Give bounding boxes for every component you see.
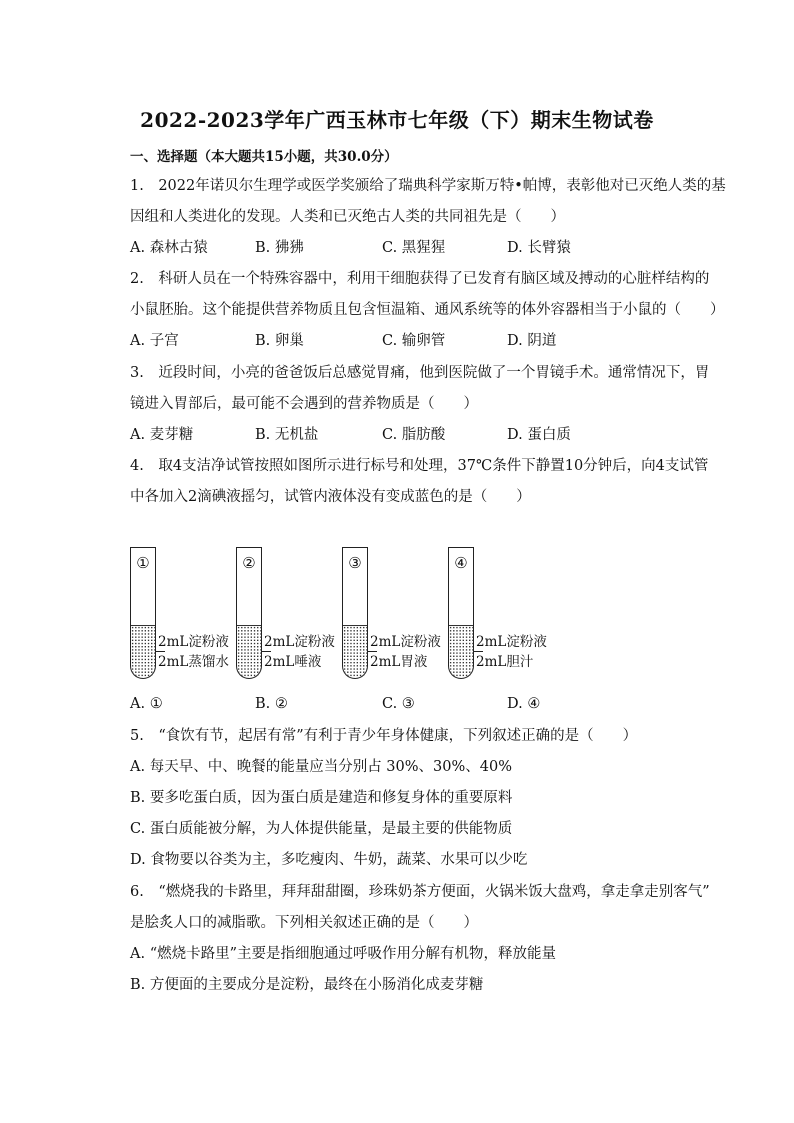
tube-liquid	[449, 626, 473, 678]
q5-option-c: C. 蛋白质能被分解，为人体提供能量，是最主要的供能物质	[130, 821, 513, 837]
q4-option-c: C. ③	[382, 696, 415, 712]
q1-option-b: B. 狒狒	[255, 240, 304, 256]
q2-option-c: C. 输卵管	[382, 333, 446, 349]
q6-line-1: 6. “燃烧我的卡路里，拜拜甜甜圈，珍珠奶茶方便面，火锅米饭大盘鸡，拿走拿走别客气”	[130, 884, 710, 900]
page-title: 2022-2023学年广西玉林市七年级（下）期末生物试卷	[140, 108, 654, 132]
q4-line-2: 中各加入2滴碘液摇匀，试管内液体没有变成蓝色的是（ ）	[130, 489, 531, 505]
tube-label-bottom: 2mL胃液	[370, 654, 428, 670]
tube-label-bottom: 2mL胆汁	[476, 654, 534, 670]
q2-line-2: 小鼠胚胎。这个能提供营养物质且包含恒温箱、通风系统等的体外容器相当于小鼠的（ ）	[130, 302, 725, 318]
q5-option-a: A. 每天早、中、晚餐的能量应当分别占 30%、30%、40%	[130, 759, 512, 775]
tube-label-top: 2mL淀粉液	[476, 634, 547, 650]
q3-line-1: 3. 近段时间，小亮的爸爸饭后总感觉胃痛，他到医院做了一个胃镜手术。通常情况下，胃	[130, 365, 710, 381]
q3-option-a: A. 麦芽糖	[130, 427, 194, 443]
tube-liquid	[131, 626, 155, 678]
q3-option-c: C. 脂肪酸	[382, 427, 446, 443]
q2-options	[130, 331, 690, 351]
q1-option-c: C. 黑猩猩	[382, 240, 446, 256]
tube-label-top: 2mL淀粉液	[264, 634, 335, 650]
q3-line-2: 镜进入胃部后，最可能不会遇到的营养物质是（ ）	[130, 396, 478, 412]
q1-line-1: 1. 2022年诺贝尔生理学或医学奖颁给了瑞典科学家斯万特•帕博，表彰他对已灭绝人类的基	[130, 178, 726, 194]
test-tube-4	[448, 547, 588, 687]
q4-option-d: D. ④	[507, 696, 541, 712]
q2-option-b: B. 卵巢	[255, 333, 304, 349]
q2-option-d: D. 阴道	[507, 333, 557, 349]
tube-number: ②	[242, 554, 256, 572]
q4-option-b: B. ②	[255, 696, 288, 712]
q3-option-d: D. 蛋白质	[507, 427, 571, 443]
q6-option-a: A. “燃烧卡路里”主要是指细胞通过呼吸作用分解有机物，释放能量	[130, 946, 557, 962]
tube-label-bottom: 2mL唾液	[264, 654, 322, 670]
tube-number: ③	[348, 554, 362, 572]
tube-number: ④	[454, 554, 468, 572]
q2-option-a: A. 子宫	[130, 333, 179, 349]
tube-label-top: 2mL淀粉液	[158, 634, 229, 650]
q6-line-2: 是脍炙人口的减脂歌。下列相关叙述正确的是（ ）	[130, 915, 478, 931]
tube-label-top: 2mL淀粉液	[370, 634, 441, 650]
q4-line-1: 4. 取4支洁净试管按照如图所示进行标号和处理，37℃条件下静置10分钟后，向4支试管	[130, 458, 709, 474]
tube-liquid	[343, 626, 367, 678]
q5-option-d: D. 食物要以谷类为主，多吃瘦肉、牛奶，蔬菜、水果可以少吃	[130, 852, 528, 868]
q6-option-b: B. 方便面的主要成分是淀粉，最终在小肠消化成麦芽糖	[130, 977, 484, 993]
q1-option-a: A. 森林古猿	[130, 240, 208, 256]
tube-liquid	[237, 626, 261, 678]
q2-line-1: 2. 科研人员在一个特殊容器中，利用干细胞获得了已发育有脑区域及搏动的心脏样结构的	[130, 271, 710, 287]
tube-label-bottom: 2mL蒸馏水	[158, 654, 229, 670]
q1-option-d: D. 长臂猿	[507, 240, 571, 256]
section-heading: 一、选择题（本大题共15小题，共30.0分）	[130, 149, 398, 165]
q5-line-1: 5. “食饮有节，起居有常”有利于青少年身体健康，下列叙述正确的是（ ）	[130, 728, 638, 744]
tube-number: ①	[136, 554, 150, 572]
q4-option-a: A. ①	[130, 696, 163, 712]
q1-options	[130, 238, 690, 258]
q4-options	[130, 694, 690, 714]
q1-line-2: 因组和人类进化的发现。人类和已灭绝古人类的共同祖先是（ ）	[130, 209, 565, 225]
q5-option-b: B. 要多吃蛋白质，因为蛋白质是建造和修复身体的重要原料	[130, 790, 513, 806]
q3-option-b: B. 无机盐	[255, 427, 319, 443]
q3-options	[130, 425, 690, 445]
